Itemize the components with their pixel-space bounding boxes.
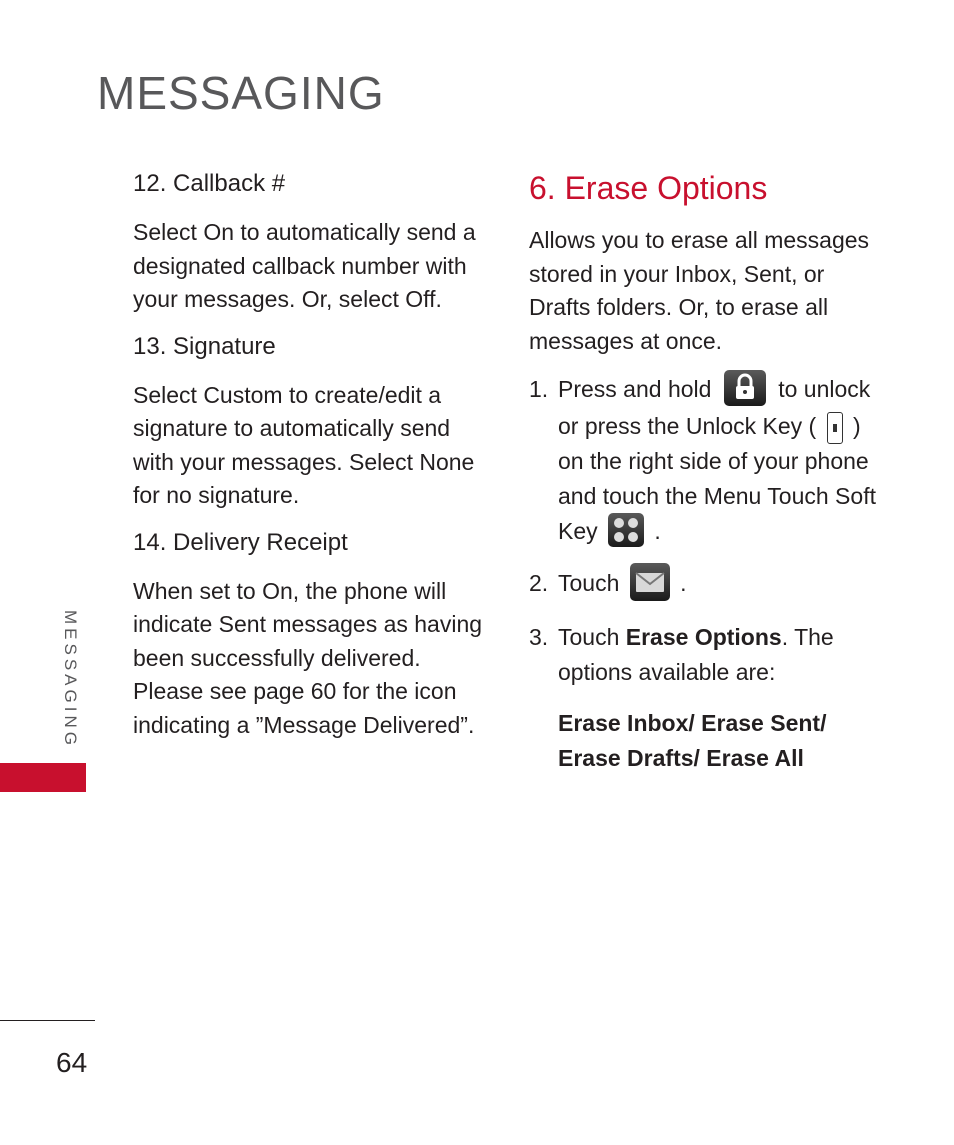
- step-text: Touch: [558, 569, 620, 596]
- erase-options-list: [529, 706, 879, 776]
- signature-heading: 13. Signature: [133, 332, 276, 360]
- delivery-receipt-body: When set to On, the phone will indicate Sent messages as having been successfully delivered. Please see page 60 for the icon indicating a ”Message Delivered”.: [133, 577, 483, 738]
- lock-icon: [724, 370, 766, 406]
- signature-body: Select Custom to create/edit a signature to automatically send with your messages. Select None for no signature.: [133, 381, 475, 508]
- unlock-key-icon: [827, 412, 843, 444]
- step-text: .: [654, 517, 661, 544]
- left-column: [133, 168, 488, 756]
- side-tab-label: MESSAGING: [61, 610, 80, 749]
- message-icon: [630, 563, 670, 601]
- option-line: Erase Drafts/ Erase All: [558, 744, 804, 771]
- step-1: [529, 372, 879, 550]
- footer-divider: [0, 1020, 95, 1021]
- step-3: [529, 620, 879, 690]
- side-tab-marker: [0, 763, 86, 792]
- step-number: 2.: [529, 569, 549, 596]
- delivery-receipt-heading: 14. Delivery Receipt: [133, 528, 348, 556]
- section-title: 6. Erase Options: [529, 170, 768, 206]
- step-text: Press and hold: [558, 376, 712, 402]
- step-text: .: [680, 569, 687, 596]
- step-number: 1.: [529, 376, 549, 402]
- right-column: [529, 168, 879, 776]
- step-text: ) on the right side of your phone and touch the Menu Touch Soft Key: [558, 412, 876, 544]
- step-2: [529, 566, 879, 604]
- step-number: 3.: [529, 623, 549, 650]
- step-text: Touch: [558, 623, 620, 650]
- section-intro: Allows you to erase all messages stored in your Inbox, Sent, or Drafts folders. Or, to erase all messages at once.: [529, 227, 870, 354]
- step-text: . The options available are:: [558, 623, 834, 685]
- page-title: MESSAGING: [97, 67, 385, 119]
- callback-heading: 12. Callback #: [133, 170, 286, 197]
- erase-options-label: Erase Options: [625, 623, 782, 650]
- option-line: Erase Inbox/ Erase Sent/: [558, 709, 827, 736]
- page-number: 64: [56, 1047, 88, 1078]
- step-text: to unlock or press the Unlock Key (: [558, 376, 871, 439]
- callback-body: Select On to automatically send a designated callback number with your messages. Or, select Off.: [133, 219, 476, 312]
- menu-soft-key-icon: [608, 513, 644, 547]
